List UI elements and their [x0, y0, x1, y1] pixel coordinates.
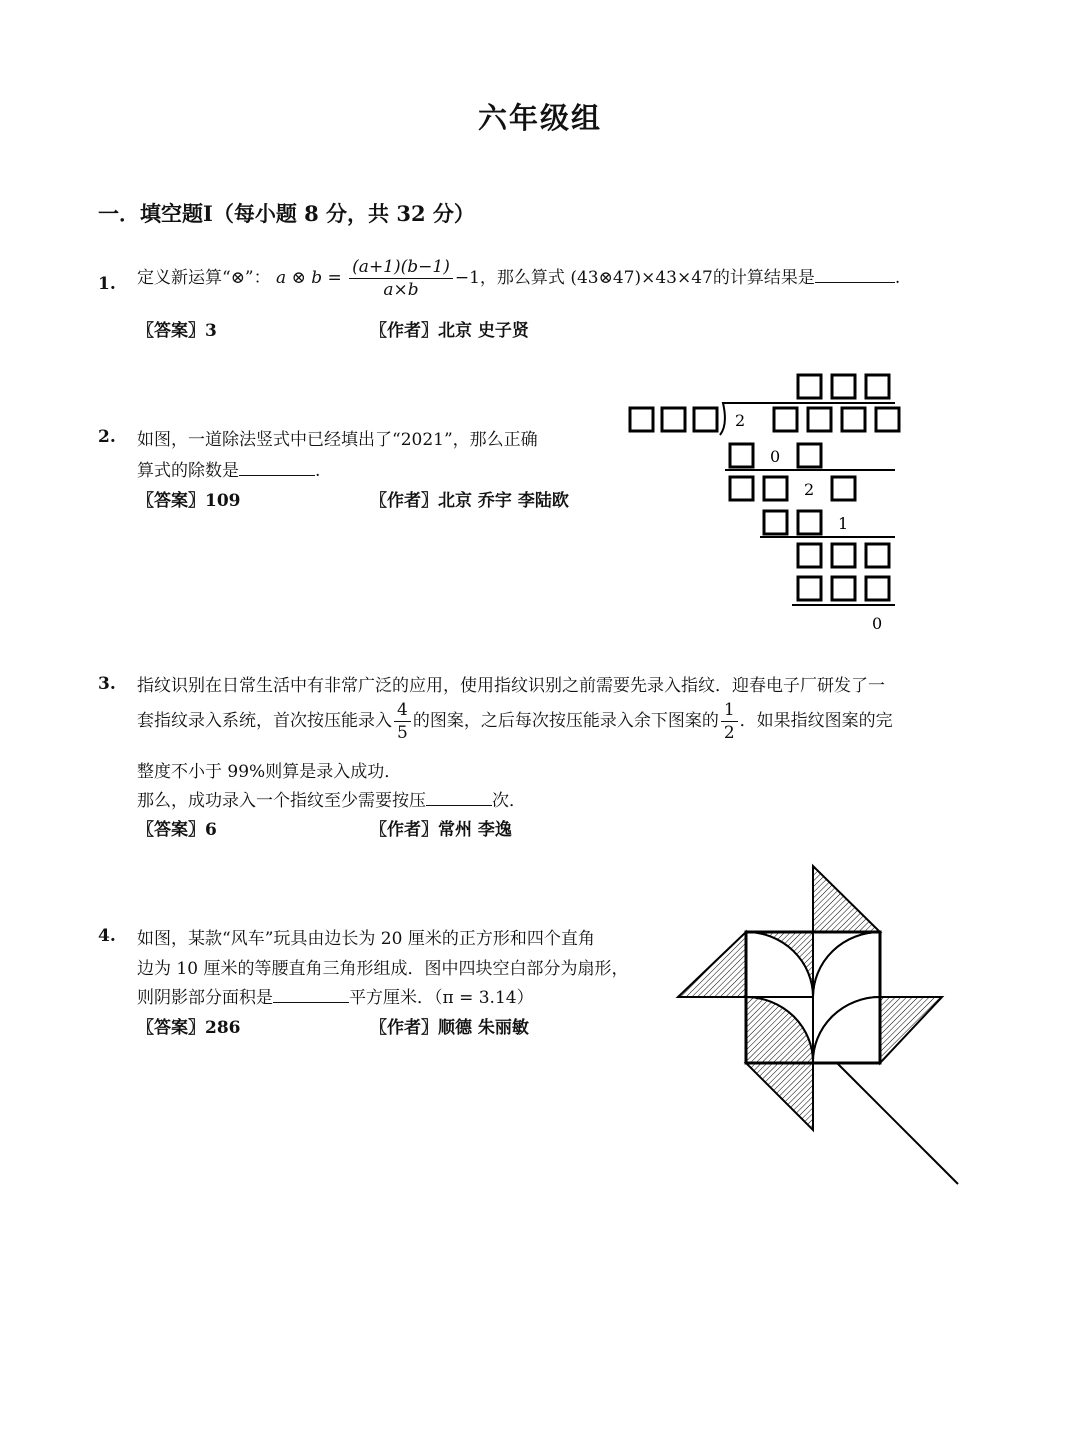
q2-line2-end: . — [315, 461, 321, 481]
fig-digit-1: 2 — [735, 411, 746, 430]
q3-line4 — [137, 786, 526, 811]
q3-answer-blank — [426, 787, 492, 806]
q2-line2-prefix: 算式的除数是 — [137, 461, 239, 481]
q1-lhs: a ⊗ b = — [276, 268, 342, 288]
q1-number: 1. — [98, 274, 116, 294]
q2-line1: 如图，一道除法竖式中已经填出了“2021”，那么正确 — [137, 430, 538, 450]
long-division-figure — [620, 365, 910, 640]
q1-frac-den: a×b — [383, 280, 419, 300]
q4-line3-prefix: 则阴影部分面积是 — [137, 988, 273, 1008]
digit-boxes — [630, 375, 899, 600]
q4-line3-suffix: 平方厘米．（π = 3.14） — [349, 988, 534, 1008]
pinwheel-stick — [837, 1063, 958, 1184]
q3-frac2-den: 2 — [723, 723, 735, 743]
q4-line2: 边为 10 厘米的等腰直角三角形组成．图中四块空白部分为扇形， — [137, 959, 629, 979]
q3-line2 — [137, 699, 893, 744]
q4-line1: 如图，某款“风车”玩具由边长为 20 厘米的正方形和四个直角 — [137, 929, 595, 949]
q3-line2-b: 的图案，之后每次按压能录入余下图案的 — [412, 711, 719, 731]
q3-answer: 〖答案〗6 — [137, 820, 217, 840]
q4-answer-blank — [273, 984, 349, 1003]
q1-line — [137, 256, 900, 301]
q3-author: 〖作者〗常州 李逸 — [370, 820, 512, 840]
q3-frac1 — [394, 699, 411, 744]
q3-line4-prefix: 那么，成功录入一个指纹至少需要按压 — [137, 791, 426, 811]
q2-line2 — [137, 456, 320, 481]
q3-line1: 指纹识别在日常生活中有非常广泛的应用，使用指纹识别之前需要先录入指纹．迎春电子厂研发了一 — [137, 676, 885, 696]
q2-number: 2. — [98, 427, 116, 447]
fig-digit-5: 0 — [872, 614, 883, 633]
q1-after-frac: −1，那么算式 — [454, 268, 565, 288]
q3-line2-a: 套指纹录入系统，首次按压能录入 — [137, 711, 392, 731]
fig-digit-2: 0 — [770, 447, 781, 466]
q4-answer: 〖答案〗286 — [137, 1018, 241, 1038]
q1-suffix: 的计算结果是 — [712, 268, 815, 288]
q1-frac-num: (a+1)(b−1) — [349, 256, 453, 279]
section-heading: 一．填空题Ⅰ（每小题 8 分，共 32 分） — [98, 201, 475, 226]
q2-answer-blank — [239, 457, 315, 476]
q1-end: . — [894, 268, 901, 288]
q2-author: 〖作者〗北京 乔宇 李陆欧 — [370, 491, 569, 511]
division-lines — [720, 403, 895, 605]
q1-prefix: 定义新运算“⊗”： — [137, 268, 271, 288]
q2-answer: 〖答案〗109 — [137, 491, 241, 511]
q1-answer-blank — [815, 264, 895, 283]
q3-line4-end: 次． — [492, 791, 526, 811]
fig-digit-4: 1 — [838, 514, 849, 533]
page-title: 六年级组 — [477, 101, 602, 135]
q1-answer: 〖答案〗3 — [137, 321, 217, 341]
q3-frac2-num: 1 — [721, 699, 738, 722]
q4-author: 〖作者〗顺德 朱丽敏 — [370, 1018, 529, 1038]
q3-line3: 整度不小于 99%则算是录入成功． — [137, 762, 402, 782]
q3-frac1-num: 4 — [394, 699, 411, 722]
q4-number: 4. — [98, 926, 116, 946]
q1-author: 〖作者〗北京 史子贤 — [370, 321, 529, 341]
q3-line2-c: ．如果指纹图案的完 — [739, 711, 893, 731]
q3-frac2 — [721, 699, 738, 744]
q4-line3 — [137, 983, 534, 1008]
q1-fraction — [349, 256, 453, 301]
pinwheel-figure — [670, 860, 960, 1190]
q3-frac1-den: 5 — [397, 723, 408, 743]
fig-digit-3: 2 — [804, 480, 815, 499]
q3-number: 3. — [98, 674, 116, 694]
q1-expr: (43⊗47)×43×47 — [570, 268, 713, 288]
